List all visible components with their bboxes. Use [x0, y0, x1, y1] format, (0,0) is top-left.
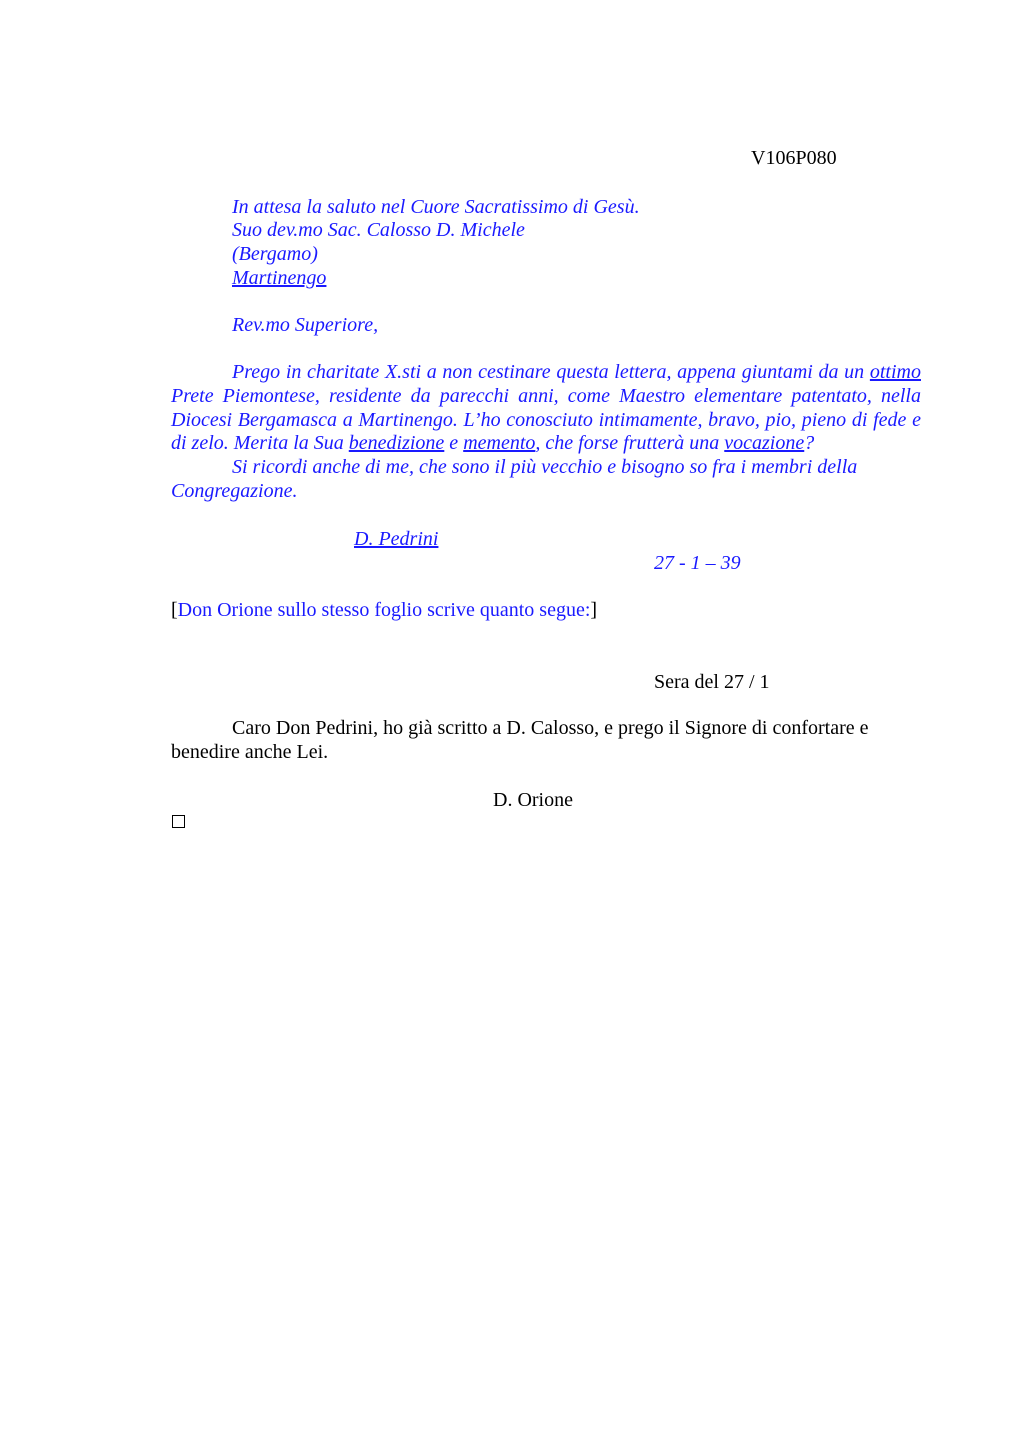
sender-town: Martinengo [232, 267, 327, 289]
sender-name: Suo dev.mo Sac. Calosso D. Michele [232, 219, 525, 241]
letter1-p1-underlined-memento: memento [463, 432, 536, 455]
letter1-p1-text-b: Prete Piemontese, residente da parecchi anni, come Maestro elementare patentato, nella Diocesi Bergamasca a Martinengo. L’ho conosciuto intimamente, bravo, pio, pieno di fede e di zelo. Merita la Sua [171, 384, 921, 455]
letter2-signature: D. Orione [493, 789, 573, 811]
letter1-paragraph-1 [171, 361, 921, 456]
letter1-signature: D. Pedrini [354, 528, 439, 550]
letter1-p1-underlined-ottimo: ottimo [869, 361, 921, 383]
checkbox-icon [172, 815, 185, 828]
salutation: Rev.mo Superiore, [232, 314, 379, 336]
letter1-p1-text-a: Prego in charitate X.sti a non cestinare questa lettera, appena giuntami da un [232, 361, 870, 383]
letter1-paragraph-2: Si ricordi anche di me, che sono il più vecchio e bisogno so fra i membri della Congregazione. [171, 456, 858, 502]
letter1-p1-text-d: , che forse frutterà una [535, 432, 725, 455]
letter1-p1-text-e: ? [804, 432, 815, 455]
note-text: Don Orione sullo stesso foglio scrive quanto segue: [177, 599, 591, 621]
note-bracket-close: ] [590, 599, 598, 621]
document-id: V106P080 [751, 147, 837, 169]
closing-greeting: In attesa la saluto nel Cuore Sacratissimo di Gesù. [232, 196, 640, 218]
letter1-p1-underlined-benedizione: benedizione [348, 432, 445, 455]
letter1-p1-text-c: e [444, 432, 464, 455]
letter2-body: Caro Don Pedrini, ho già scritto a D. Calosso, e prego il Signore di confortare e benedire anche Lei. [171, 717, 869, 763]
letter2-date: Sera del 27 / 1 [654, 671, 770, 693]
letter1-date: 27 - 1 – 39 [654, 552, 741, 574]
editorial-note [171, 598, 597, 622]
note-bracket-open: [ [171, 599, 178, 621]
sender-province: (Bergamo) [232, 243, 318, 265]
letter1-p1-underlined-vocazione: vocazione [724, 432, 805, 455]
